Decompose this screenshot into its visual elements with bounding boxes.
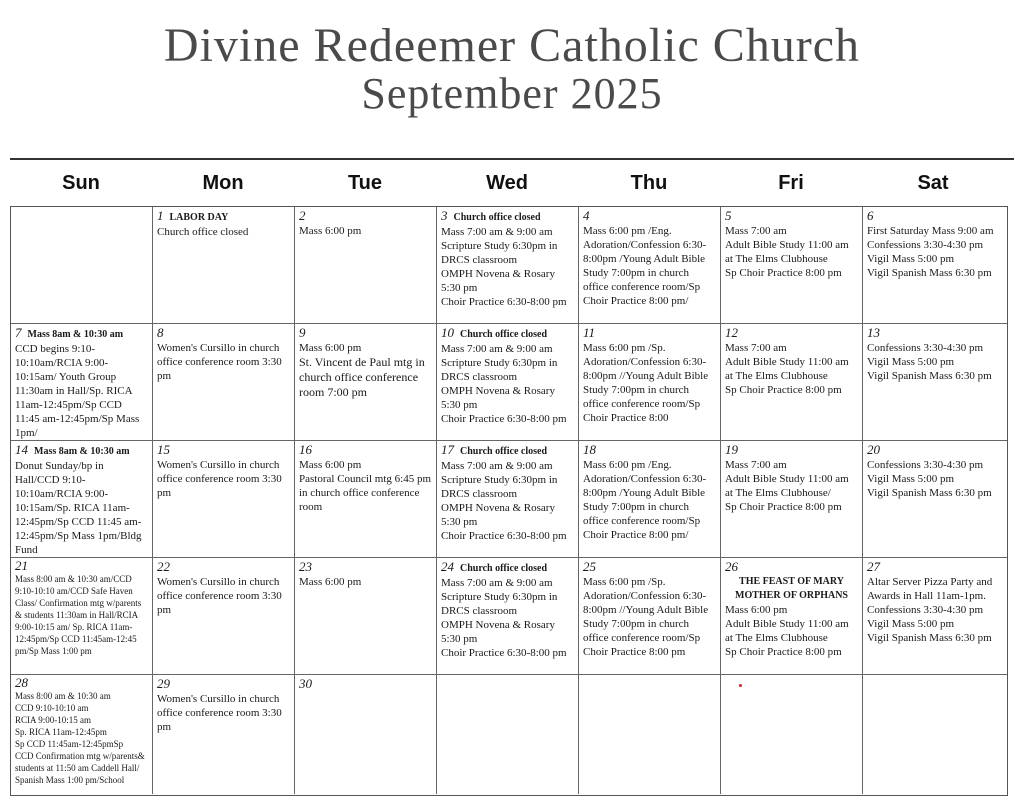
event-line: Mass 6:00 pm /Sp. Adoration/Confession 6:30-8:00pm //Young Adult Bible Study 7:00pm in church office conference room/Sp Choir Practice 8:00 pm [583, 576, 709, 658]
event-line: Women's Cursillo in church office conference room 3:30 pm [157, 342, 282, 382]
day-number: 20 [867, 442, 880, 457]
event-line: Sp Choir Practice 8:00 pm [725, 501, 842, 513]
event-line: Vigil Spanish Mass 6:30 pm [867, 267, 992, 279]
day-number: 12 [725, 325, 738, 340]
day-heading: LABOR DAY [169, 212, 229, 223]
event-line: Adult Bible Study 11:00 am at The Elms Clubhouse [725, 356, 849, 382]
day-number: 7 [15, 325, 22, 340]
day-number: 13 [867, 325, 880, 340]
dow-fri: Fri [778, 172, 804, 194]
day-number: 23 [299, 559, 312, 574]
event-line: Sp. RICA 11am-12:45pm [15, 727, 107, 737]
day-number: 27 [867, 559, 880, 574]
day-number: 9 [299, 325, 306, 340]
calendar-day-cell [295, 441, 437, 558]
calendar-day-cell [863, 558, 1007, 675]
event-line: Adult Bible Study 11:00 am at The Elms Clubhouse/ [725, 473, 849, 499]
day-number: 6 [867, 208, 874, 223]
day-heading: Church office closed [453, 212, 541, 223]
day-number: 2 [299, 208, 306, 223]
event-line: CCD Confirmation mtg w/parents& students at 11:50 am Caddell Hall/ Spanish Mass 1:00 pm/School [15, 751, 145, 785]
event-line: Sp Choir Practice 8:00 pm [725, 646, 842, 658]
calendar-grid [10, 206, 1008, 796]
day-heading: Mass 8am & 10:30 am [34, 446, 130, 457]
event-line: Mass 6:00 pm [299, 459, 362, 471]
event-line: Scripture Study 6:30pm in DRCS classroom [441, 357, 558, 383]
red-dot-mark [739, 684, 742, 687]
calendar-day-cell [579, 558, 721, 675]
event-line: OMPH Novena & Rosary 5:30 pm [441, 502, 555, 528]
calendar-day-cell [11, 441, 153, 558]
event-line: Vigil Spanish Mass 6:30 pm [867, 370, 992, 382]
calendar-day-cell [153, 207, 295, 324]
day-number: 22 [157, 559, 170, 574]
day-number: 18 [583, 442, 596, 457]
calendar-day-cell [153, 675, 295, 794]
calendar-day-cell [153, 558, 295, 675]
day-heading: THE FEAST OF MARY MOTHER OF ORPHANS [735, 576, 848, 601]
event-line: Choir Practice 6:30-8:00 pm [441, 647, 567, 659]
day-number: 5 [725, 208, 732, 223]
dow-thu: Thu [630, 172, 668, 194]
calendar-day-cell [295, 675, 437, 794]
day-number: 19 [725, 442, 738, 457]
event-line: Sp CCD 11:45am-12:45pmSp [15, 739, 124, 749]
event-line: RCIA 9:00-10:15 am [15, 715, 91, 725]
day-number: 17 [441, 442, 454, 457]
calendar-day-cell [721, 324, 863, 441]
calendar-day-cell [579, 441, 721, 558]
calendar-day-cell [295, 324, 437, 441]
calendar-day-cell [153, 324, 295, 441]
calendar-day-cell [437, 675, 579, 794]
calendar-day-cell [11, 324, 153, 441]
day-number: 30 [299, 676, 312, 691]
event-line: Mass 6:00 pm [725, 604, 788, 616]
event-line: Mass 6:00 pm /Eng. Adoration/Confession 6:30-8:00pm /Young Adult Bible Study 7:00pm in church office conference room/Sp Choir Practice 8:00 pm/ [583, 225, 707, 307]
church-name-title: Divine Redeemer Catholic Church [163, 19, 861, 72]
calendar-week-row [11, 558, 1007, 675]
event-line: Mass 6:00 pm [299, 225, 362, 237]
day-heading: Church office closed [460, 329, 548, 340]
calendar-day-cell [437, 207, 579, 324]
calendar-day-cell [437, 324, 579, 441]
day-number: 8 [157, 325, 164, 340]
event-line: Mass 7:00 am [725, 342, 787, 354]
event-line: Mass 7:00 am & 9:00 am [441, 460, 553, 472]
event-line: Mass 6:00 pm /Sp. Adoration/Confession 6:30-8:00pm //Young Adult Bible Study 7:00pm in church office conference room/Sp Choir Practice 8:00 [583, 342, 709, 424]
event-line: First Saturday Mass 9:00 am [867, 225, 994, 237]
event-line: Women's Cursillo in church office conference room 3:30 pm [157, 693, 282, 733]
calendar-day-cell [721, 441, 863, 558]
event-line: OMPH Novena & Rosary 5:30 pm [441, 385, 555, 411]
calendar-day-cell [295, 207, 437, 324]
event-line: Vigil Mass 5:00 pm [867, 253, 955, 265]
day-number: 15 [157, 442, 170, 457]
day-heading: Mass 8am & 10:30 am [27, 329, 124, 340]
event-line: Mass 8:00 am & 10:30 am [15, 691, 111, 701]
event-line: Mass 7:00 am [725, 225, 787, 237]
event-line: Vigil Spanish Mass 6:30 pm [867, 632, 992, 644]
calendar-day-cell [863, 324, 1007, 441]
month-title: September 2025 [361, 69, 663, 118]
event-line: St. Vincent de Paul mtg in church office conference room 7:00 pm [299, 355, 425, 399]
day-number: 21 [15, 558, 28, 573]
day-number: 28 [15, 675, 28, 690]
day-number: 24 [441, 559, 454, 574]
calendar-day-cell [863, 675, 1007, 794]
day-number: 14 [15, 442, 28, 457]
day-number: 16 [299, 442, 312, 457]
day-number: 10 [441, 325, 454, 340]
calendar-day-cell [295, 558, 437, 675]
dow-sat: Sat [917, 172, 949, 194]
event-line: Confessions 3:30-4:30 pm [867, 239, 984, 251]
day-heading: Church office closed [460, 563, 548, 574]
event-line: OMPH Novena & Rosary 5:30 pm [441, 619, 555, 645]
event-line: OMPH Novena & Rosary 5:30 pm [441, 268, 555, 294]
event-line: Altar Server Pizza Party and Awards in Hall 11am-1pm. [867, 576, 993, 602]
event-line: Mass 8:00 am & 10:30 am/CCD 9:10-10:10 am/CCD Safe Haven Class/ Confirmation mtg w/parents & students 11:30am in Hall/RCIA 9:00-10:15 am/ Sp. RICA 11am-12:45pm/Sp CCD 11:45am-12:45 pm/Sp Mass 1:00 pm [15, 574, 142, 656]
event-line: Scripture Study 6:30pm in DRCS classroom [441, 474, 558, 500]
calendar-day-cell [11, 558, 153, 675]
dow-mon: Mon [202, 172, 244, 194]
dow-wed: Wed [486, 172, 528, 194]
event-line: Vigil Mass 5:00 pm [867, 356, 955, 368]
calendar-day-cell [863, 207, 1007, 324]
calendar-week-row [11, 441, 1007, 558]
event-line: Mass 6:00 pm [299, 576, 362, 588]
event-line: Sp Choir Practice 8:00 pm [725, 384, 842, 396]
calendar-day-cell [863, 441, 1007, 558]
calendar-week-row [11, 207, 1007, 324]
day-number: 26 [725, 559, 738, 574]
calendar-day-cell [721, 675, 863, 794]
calendar-day-cell [579, 324, 721, 441]
day-number: 29 [157, 676, 170, 691]
day-number: 25 [583, 559, 596, 574]
event-line: Scripture Study 6:30pm in DRCS classroom [441, 591, 558, 617]
event-line: Scripture Study 6:30pm in DRCS classroom [441, 240, 558, 266]
day-number: 4 [583, 208, 590, 223]
calendar-week-row [11, 324, 1007, 441]
event-line: Mass 7:00 am & 9:00 am [441, 343, 553, 355]
event-line: Church office closed [157, 226, 249, 238]
event-line: Vigil Mass 5:00 pm [867, 473, 955, 485]
day-number: 1 [157, 208, 164, 223]
event-line: Mass 6:00 pm /Eng. Adoration/Confession 6:30-8:00pm /Young Adult Bible Study 7:00pm in church office conference room/Sp Choir Practice 8:00 pm/ [583, 459, 707, 541]
day-number: 11 [583, 325, 596, 340]
event-line: Choir Practice 6:30-8:00 pm [441, 530, 567, 542]
calendar-day-cell [579, 207, 721, 324]
event-line: Mass 7:00 am & 9:00 am [441, 226, 553, 238]
calendar-week-row [11, 675, 1007, 794]
event-line: Pastoral Council mtg 6:45 pm in church office conference room [299, 473, 431, 513]
event-line: Sp Choir Practice 8:00 pm [725, 267, 842, 279]
calendar-day-cell [721, 558, 863, 675]
event-line: Confessions 3:30-4:30 pm [867, 342, 984, 354]
event-line: Vigil Mass 5:00 pm [867, 618, 955, 630]
event-line: Adult Bible Study 11:00 am at The Elms Clubhouse [725, 239, 849, 265]
header-rule [10, 158, 1014, 160]
calendar-day-cell [437, 558, 579, 675]
calendar-day-cell [153, 441, 295, 558]
event-line: Donut Sunday/bp in Hall/CCD 9:10-10:10am/RCIA 9:00-10:15am/Sp. RICA 11am-12:45pm/Sp CCD 11:45 am-12:45pm/Sp Mass 1pm/Bldg Fund [15, 460, 142, 556]
event-line: Adult Bible Study 11:00 am at The Elms Clubhouse [725, 618, 849, 644]
calendar-day-cell [579, 675, 721, 794]
event-line: CCD begins 9:10-10:10am/RCIA 9:00-10:15am/ Youth Group 11:30am in Hall/Sp. RICA 11am-12:45pm/Sp CCD 11:45 am-12:45pm/Sp Mass 1pm/ [15, 343, 140, 439]
dow-sun: Sun [62, 172, 100, 194]
event-line: Choir Practice 6:30-8:00 pm [441, 296, 567, 308]
calendar-day-cell [11, 207, 153, 324]
event-line: CCD 9:10-10:10 am [15, 703, 89, 713]
event-line: Confessions 3:30-4:30 pm [867, 604, 984, 616]
event-line: Mass 7:00 am & 9:00 am [441, 577, 553, 589]
event-line: Mass 7:00 am [725, 459, 787, 471]
event-line: Women's Cursillo in church office conference room 3:30 pm [157, 459, 282, 499]
dow-tue: Tue [347, 172, 383, 194]
calendar-day-cell [11, 675, 153, 794]
calendar-day-cell [437, 441, 579, 558]
event-line: Choir Practice 6:30-8:00 pm [441, 413, 567, 425]
event-line: Women's Cursillo in church office conference room 3:30 pm [157, 576, 282, 616]
days-of-week-header [10, 168, 1014, 202]
calendar-day-cell [721, 207, 863, 324]
event-line: Mass 6:00 pm [299, 342, 362, 354]
day-heading: Church office closed [460, 446, 548, 457]
event-line: Confessions 3:30-4:30 pm [867, 459, 984, 471]
event-line: Vigil Spanish Mass 6:30 pm [867, 487, 992, 499]
day-number: 3 [441, 208, 448, 223]
